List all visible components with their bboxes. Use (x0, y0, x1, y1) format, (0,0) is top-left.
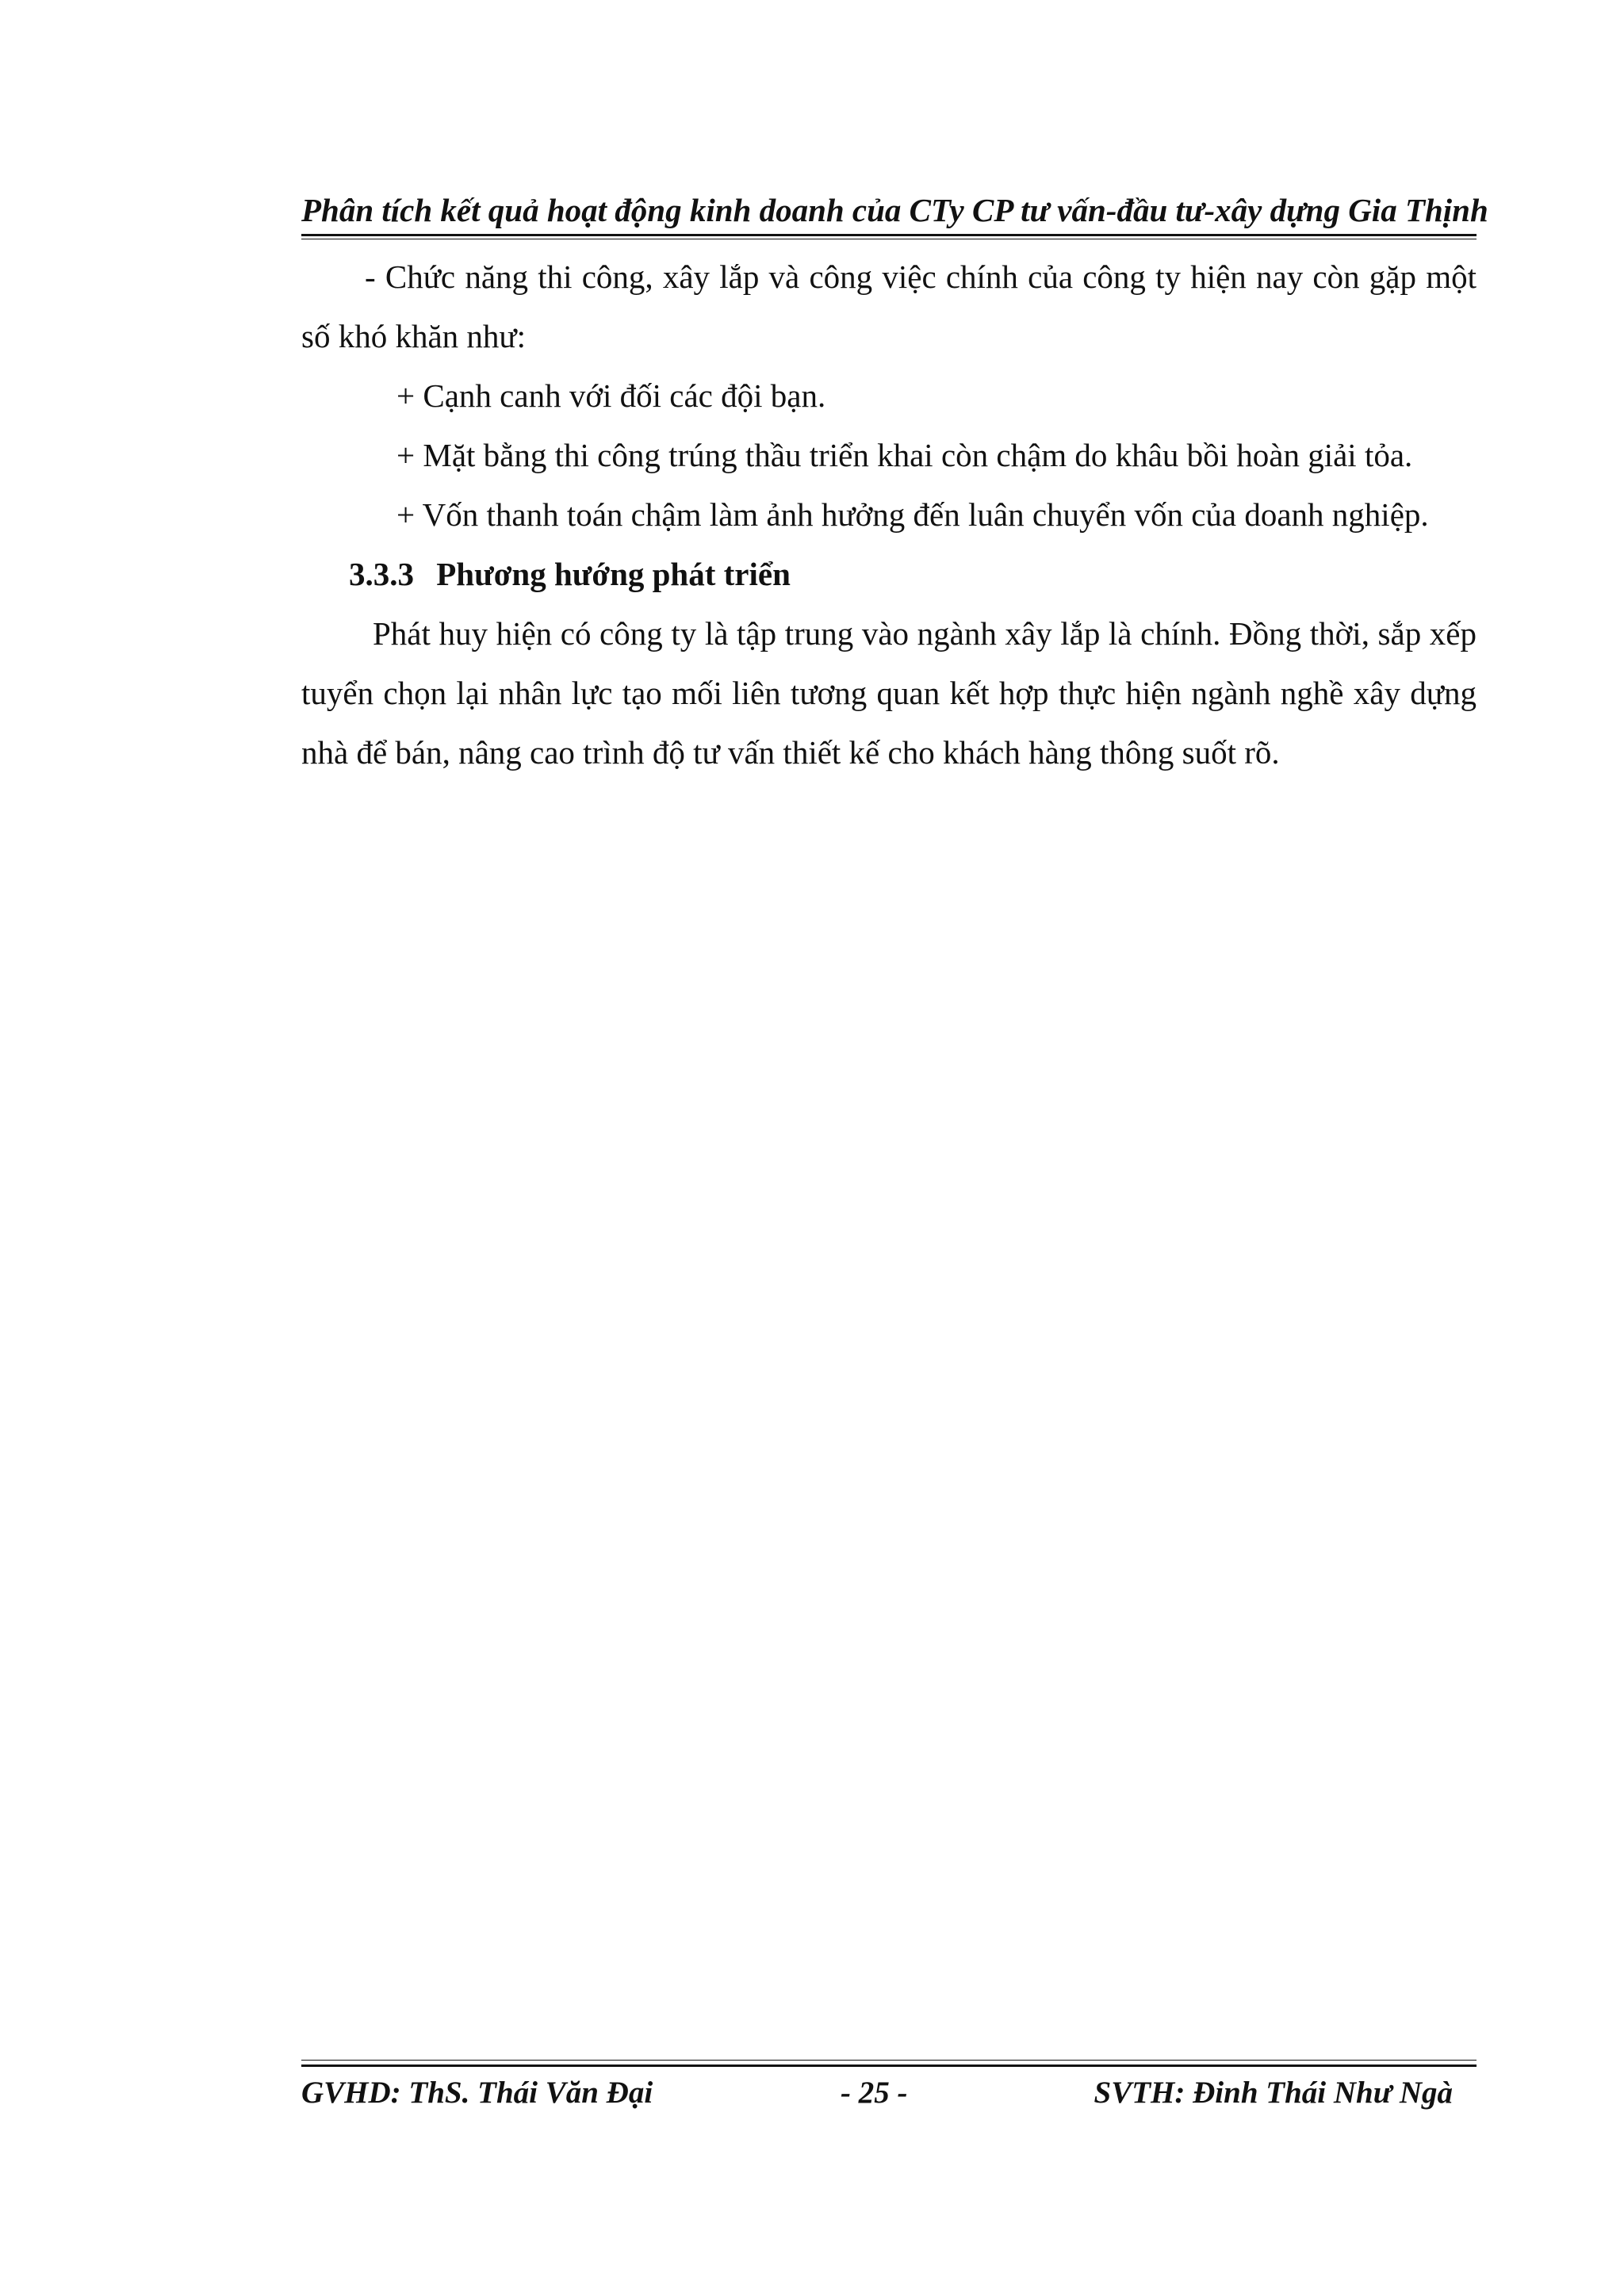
footer-advisor: GVHD: ThS. Thái Văn Đại (301, 2076, 653, 2110)
bullet-competition: + Cạnh canh với đối các đội bạn. (396, 377, 826, 414)
page-footer (301, 2071, 1477, 2115)
section-title: Phương hướng phát triển (436, 556, 791, 592)
header-rule (301, 234, 1477, 236)
footer-rule-thin (301, 2060, 1477, 2061)
section-number: 3.3.3 (349, 556, 414, 592)
bullet-site-clearance: + Mặt bằng thi công trúng thầu triển khai còn chậm do khâu bồi hoàn giải tỏa. (396, 437, 1413, 473)
paragraph-difficulties-intro: - Chức năng thi công, xây lắp và công việc chính của công ty hiện nay còn gặp một số khó khăn như: (301, 258, 1477, 354)
footer-page-number: - 25 - (841, 2076, 908, 2110)
section-heading (301, 545, 1477, 604)
paragraph-development-direction: Phát huy hiện có công ty là tập trung vào ngành xây lắp là chính. Đồng thời, sắp xếp tuyển chọn lại nhân lực tạo mối liên tương quan kết hợp thực hiện ngành nghề xây dựng nhà để bán, nâng cao trình độ tư vấn thiết kế cho khách hàng thông suốt rõ. (301, 615, 1477, 771)
footer-rule (301, 2064, 1477, 2067)
footer-student: SVTH: Đinh Thái Như Ngà (1094, 2076, 1453, 2110)
bullet-payment-delay: + Vốn thanh toán chậm làm ảnh hưởng đến luân chuyển vốn của doanh nghiệp. (396, 496, 1429, 533)
running-header-title: Phân tích kết quả hoạt động kinh doanh của CTy CP tư vấn-đầu tư-xây dựng Gia Thịnh (301, 192, 1488, 228)
page-content (301, 247, 1477, 783)
